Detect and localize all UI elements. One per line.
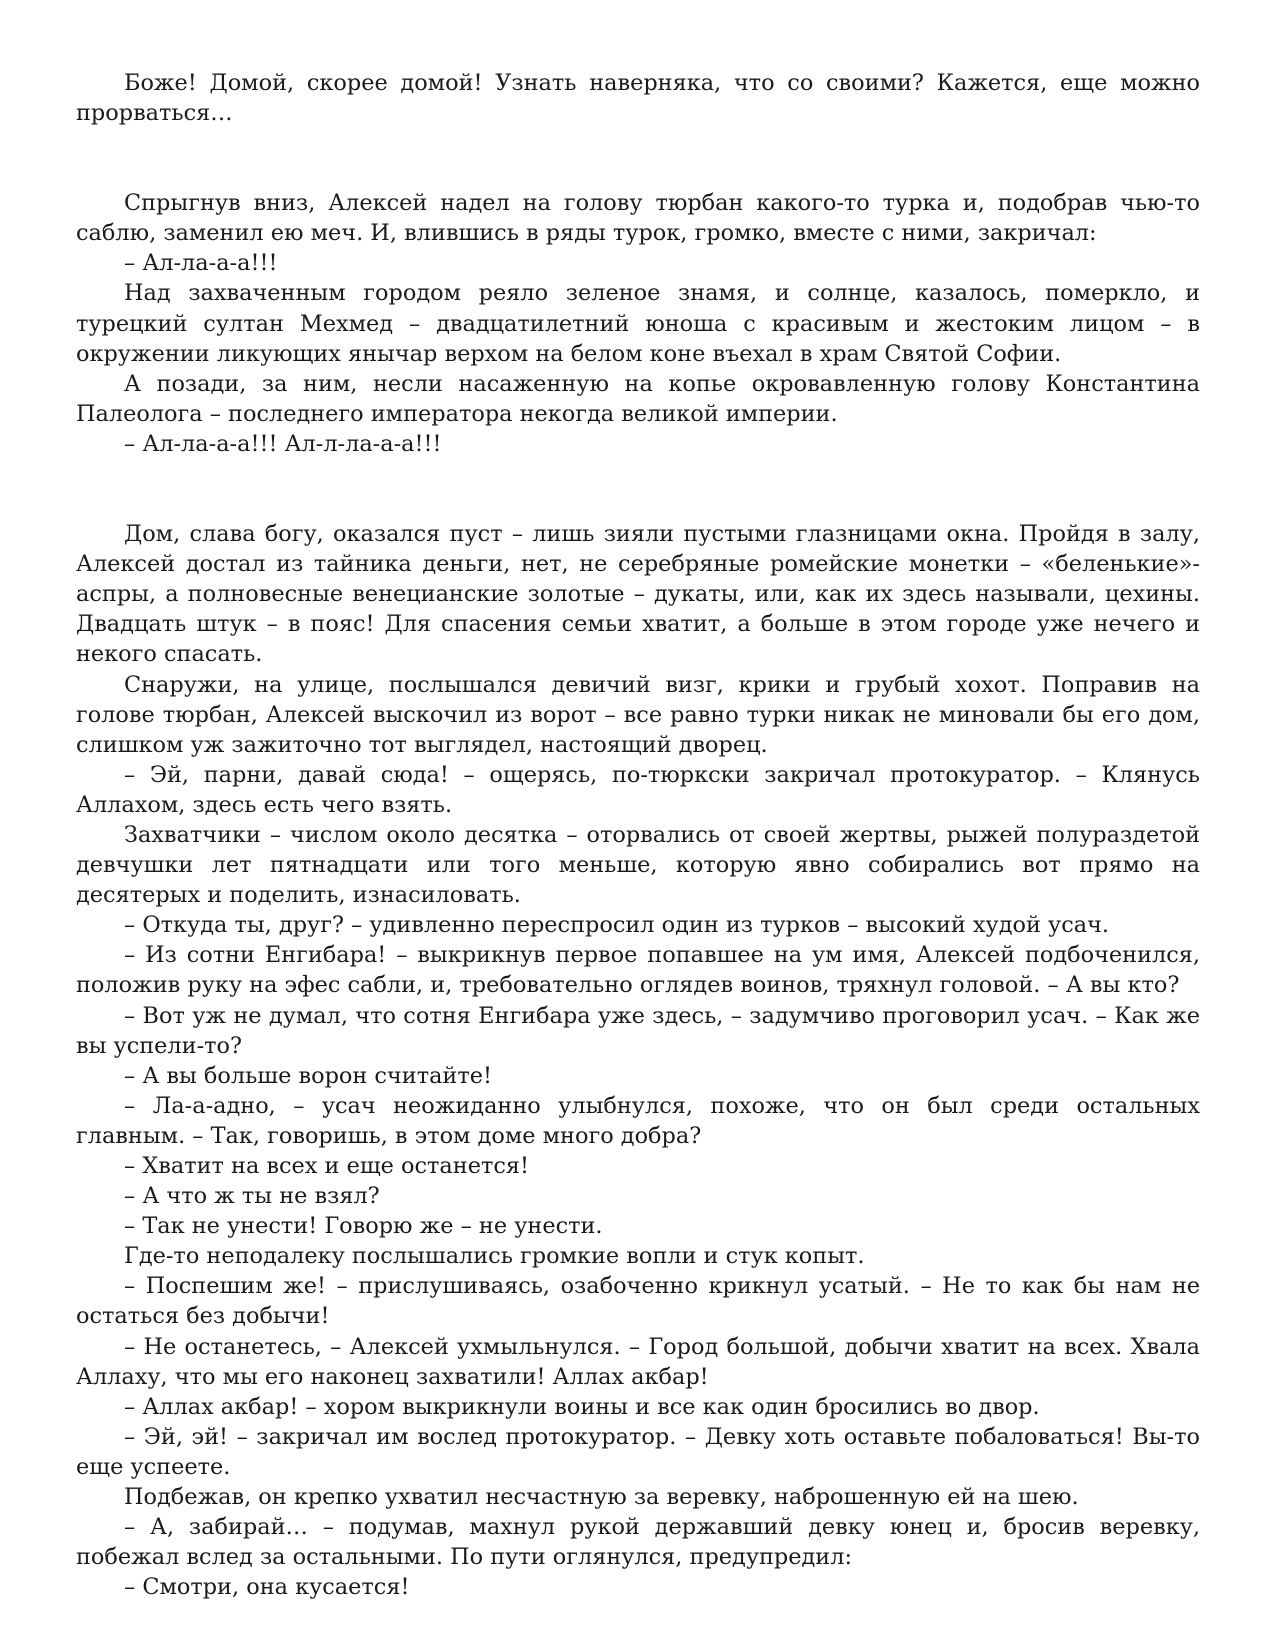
paragraph-4: Над захваченным городом реяло зеленое знамя, и солнце, казалось, померкло, и турецкий султан Мехмед – двадцатилетний юноша с красивым и жестоким лицом – в окружении ликующих янычар верхом на белом коне въехал в храм Святой Софии. xyxy=(76,280,1200,367)
paragraph-26: – Смотри, она кусается! xyxy=(124,1574,410,1601)
paragraph-22: – Аллах акбар! – хором выкрикнули воины и все как один бросились во двор. xyxy=(124,1393,1040,1420)
paragraph-16: – Хватит на всех и еще останется! xyxy=(124,1153,530,1179)
section-break xyxy=(76,128,1200,188)
paragraph-18: – Так не унести! Говорю же – не унести. xyxy=(124,1213,603,1240)
paragraph-17: – А что ж ты не взял? xyxy=(124,1183,380,1210)
paragraph-2: Спрыгнув вниз, Алексей надел на голову тюрбан какого-то турка и, подобрав чью-то саблю, заменил ею меч. И, влившись в ряды турок, громко, вместе с ними, закричал: xyxy=(76,190,1200,247)
paragraph-13: – Вот уж не думал, что сотня Енгибара уже здесь, – задумчиво проговорил усач. – Как же вы успели-то? xyxy=(76,1002,1200,1059)
paragraph-5: А позади, за ним, несли насаженную на копье окровавленную голову Константина Палеолога – последнего императора некогда великой империи. xyxy=(76,370,1200,427)
paragraph-21: – Не останетесь, – Алексей ухмыльнулся. – Город большой, добычи хватит на всех. Хвала Аллаху, что мы его наконец захватили! Аллах акбар! xyxy=(76,1333,1200,1390)
paragraph-19: Где-то неподалеку послышались громкие вопли и стук копыт. xyxy=(124,1243,865,1270)
paragraph-23: – Эй, эй! – закричал им вослед протокуратор. – Девку хоть оставьте побаловаться! Вы-то еще успеете. xyxy=(76,1423,1200,1480)
paragraph-6: – Ал-ла-а-а!!! Ал-л-ла-а-а!!! xyxy=(124,430,442,457)
paragraph-1: Боже! Домой, скорее домой! Узнать наверняка, что со своими? Кажется, еще можно прорваться… xyxy=(76,70,1200,127)
paragraph-14: – А вы больше ворон считайте! xyxy=(124,1062,492,1089)
paragraph-3: – Ал-ла-а-а!!! xyxy=(124,250,278,277)
section-break xyxy=(76,459,1200,519)
paragraph-20: – Поспешим же! – прислушиваясь, озабоченно крикнул усатый. – Не то как бы нам не остаться без добычи! xyxy=(76,1273,1200,1330)
paragraph-12: – Из сотни Енгибара! – выкрикнув первое попавшее на ум имя, Алексей подбоченился, положив руку на эфес сабли, и, требовательно оглядев воинов, тряхнул головой. – А вы кто? xyxy=(76,942,1200,999)
paragraph-15: – Ла-а-адно, – усач неожиданно улыбнулся, похоже, что он был среди остальных главным. – Так, говоришь, в этом доме много добра? xyxy=(76,1092,1200,1149)
paragraph-9: – Эй, парни, давай сюда! – ощерясь, по-тюркски закричал протокуратор. – Клянусь Аллахом, здесь есть чего взять. xyxy=(76,761,1200,818)
paragraph-10: Захватчики – числом около десятка – оторвались от своей жертвы, рыжей полураздетой девчушки лет пятнадцати или того меньше, которую явно собирались вот прямо на десятерых и поделить, изнасиловать. xyxy=(76,821,1200,909)
paragraph-24: Подбежав, он крепко ухватил несчастную за веревку, наброшенную ей на шею. xyxy=(124,1484,1079,1511)
paragraph-25: – А, забирай… – подумав, махнул рукой державший девку юнец и, бросив веревку, побежал вслед за остальными. По пути оглянулся, предупредил: xyxy=(76,1514,1200,1571)
paragraph-11: – Откуда ты, друг? – удивленно переспросил один из турков – высокий худой усач. xyxy=(124,912,1110,939)
page-text xyxy=(76,68,1200,1602)
paragraph-8: Снаружи, на улице, послышался девичий визг, крики и грубый хохот. Поправив на голове тюрбан, Алексей выскочил из ворот – все равно турки никак не миновали бы его дом, слишком уж зажиточно тот выглядел, настоящий дворец. xyxy=(76,671,1200,758)
paragraph-7: Дом, слава богу, оказался пуст – лишь зияли пустыми глазницами окна. Пройдя в залу, Алексей достал из тайника деньги, нет, не серебряные ромейские монетки – «беленькие»-аспры, а полновесные венецианские золотые – дукаты, или, как их здесь называли, цехины. Двадцать штук – в пояс! Для спасения семьи хватит, а больше в этом городе уже нечего и некого спасать. xyxy=(76,521,1200,668)
